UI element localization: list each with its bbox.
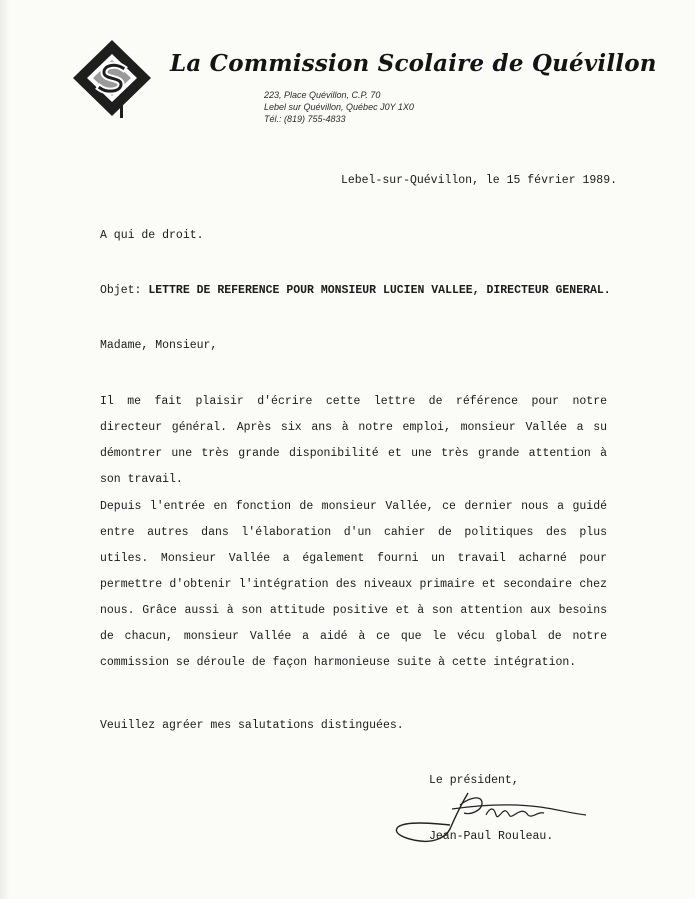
- letterhead-address: [264, 89, 414, 125]
- commission-scolaire-logo-icon: [70, 38, 154, 120]
- subject-line: [100, 284, 611, 297]
- body-paragraph-2: Depuis l'entrée en fonction de monsieur Vallée, ce dernier nous a guidé entre autres dans l'élaboration d'un cahier de politiques des plus utiles. Monsieur Vallée a également fourni un travail acharné pour permettre d'obtenir l'intégration des niveaux primaire et secondaire chez nous. Grâce aussi à son attitude positive et à son attention aux besoins de chacun, monsieur Vallée a aidé à ce que le vécu global de notre commission se déroule de façon harmonieuse suite à cette intégration.: [100, 500, 607, 669]
- signer-name: Jean-Paul Rouleau.: [429, 830, 554, 843]
- closing-line: Veuillez agréer mes salutations distinguées.: [100, 719, 404, 732]
- address-line-1: 223, Place Quévillon, C.P. 70: [264, 90, 381, 100]
- body-paragraph-1: Il me fait plaisir d'écrire cette lettre de référence pour notre directeur général. Après six ans à notre emploi, monsieur Vallée a su démontrer une très grande disponibilité et une très grande attention à son travail.: [100, 395, 607, 486]
- signer-title: Le président,: [429, 774, 519, 787]
- dateline: Lebel-sur-Quévillon, le 15 février 1989.: [340, 174, 617, 187]
- salutation: Madame, Monsieur,: [100, 339, 218, 352]
- subject-label: Objet:: [100, 284, 142, 297]
- general-salutation: A qui de droit.: [100, 229, 204, 242]
- subject-text: LETTRE DE REFERENCE POUR MONSIEUR LUCIEN VALLEE, DIRECTEUR GENERAL.: [148, 284, 611, 297]
- organization-name: La Commission Scolaire de Quévillon: [170, 50, 657, 77]
- phone-number: Tél.: (819) 755-4833: [264, 114, 346, 124]
- address-line-2: Lebel sur Quévillon, Québec J0Y 1X0: [264, 102, 414, 112]
- page-edge-shadow: [0, 0, 10, 899]
